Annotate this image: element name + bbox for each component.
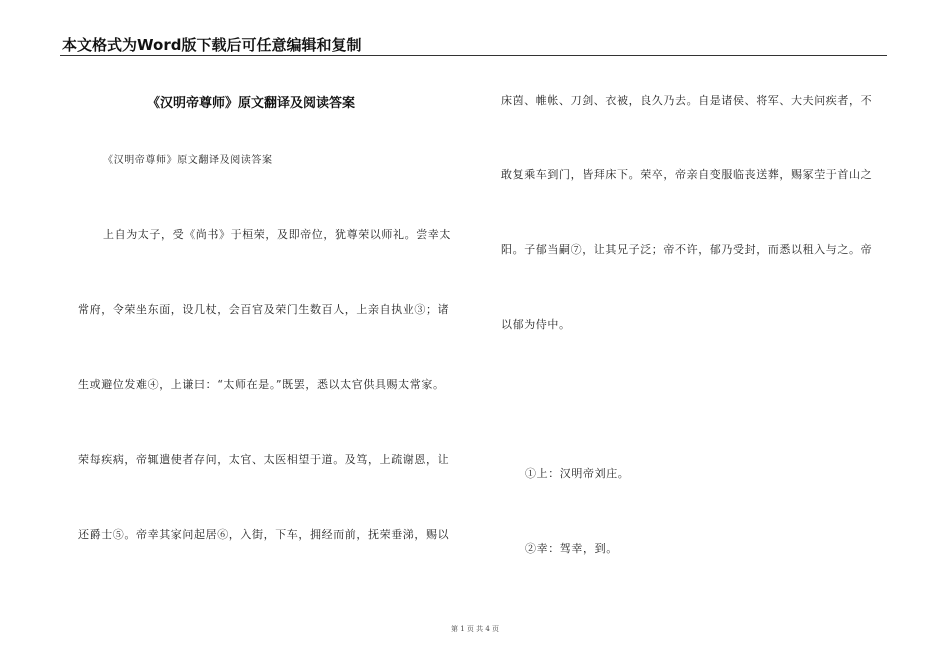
header-divider bbox=[60, 55, 887, 56]
header-banner: 本文格式为Word版下载后可任意编辑和复制 bbox=[62, 36, 362, 54]
footnote: ②幸：驾幸，到。 bbox=[525, 542, 618, 555]
body-line: 以郁为侍中。 bbox=[501, 318, 571, 331]
body-line: 还爵士⑤。帝幸其家问起居⑥，入街，下车，拥经而前，抚荣垂涕，赐以 bbox=[78, 528, 450, 541]
body-line: 荣每疾病，帝辄遣使者存问，太官、太医相望于道。及笃，上疏谢恩，让 bbox=[78, 453, 450, 466]
body-line: 床茵、帷帐、刀剑、衣被，良久乃去。自是诸侯、将军、大夫问疾者，不 bbox=[501, 94, 873, 107]
body-line: 常府，令荣坐东面，设几杖，会百官及荣门生数百人，上亲自执业③；诸 bbox=[78, 303, 450, 316]
page-number: 第 1 页 共 4 页 bbox=[450, 625, 500, 633]
body-line: 阳。子郁当嗣⑦，让其兄子泛；帝不许，郁乃受封，而悉以租入与之。帝 bbox=[501, 243, 873, 256]
body-line: 上自为太子，受《尚书》于桓荣，及即帝位，犹尊荣以师礼。尝幸太 bbox=[103, 228, 451, 241]
document-title: 《汉明帝尊师》原文翻译及阅读答案 bbox=[147, 96, 356, 111]
body-line: 敢复乘车到门，皆拜床下。荣卒，帝亲自变服临丧送葬，赐冢茔于首山之 bbox=[501, 168, 873, 181]
body-line: 生或避位发难④，上谦曰：“太师在是。”既罢，悉以太官供具赐太常家。 bbox=[78, 378, 445, 391]
footnote: ①上：汉明帝刘庄。 bbox=[525, 467, 630, 480]
document-subtitle: 《汉明帝尊师》原文翻译及阅读答案 bbox=[103, 155, 273, 166]
